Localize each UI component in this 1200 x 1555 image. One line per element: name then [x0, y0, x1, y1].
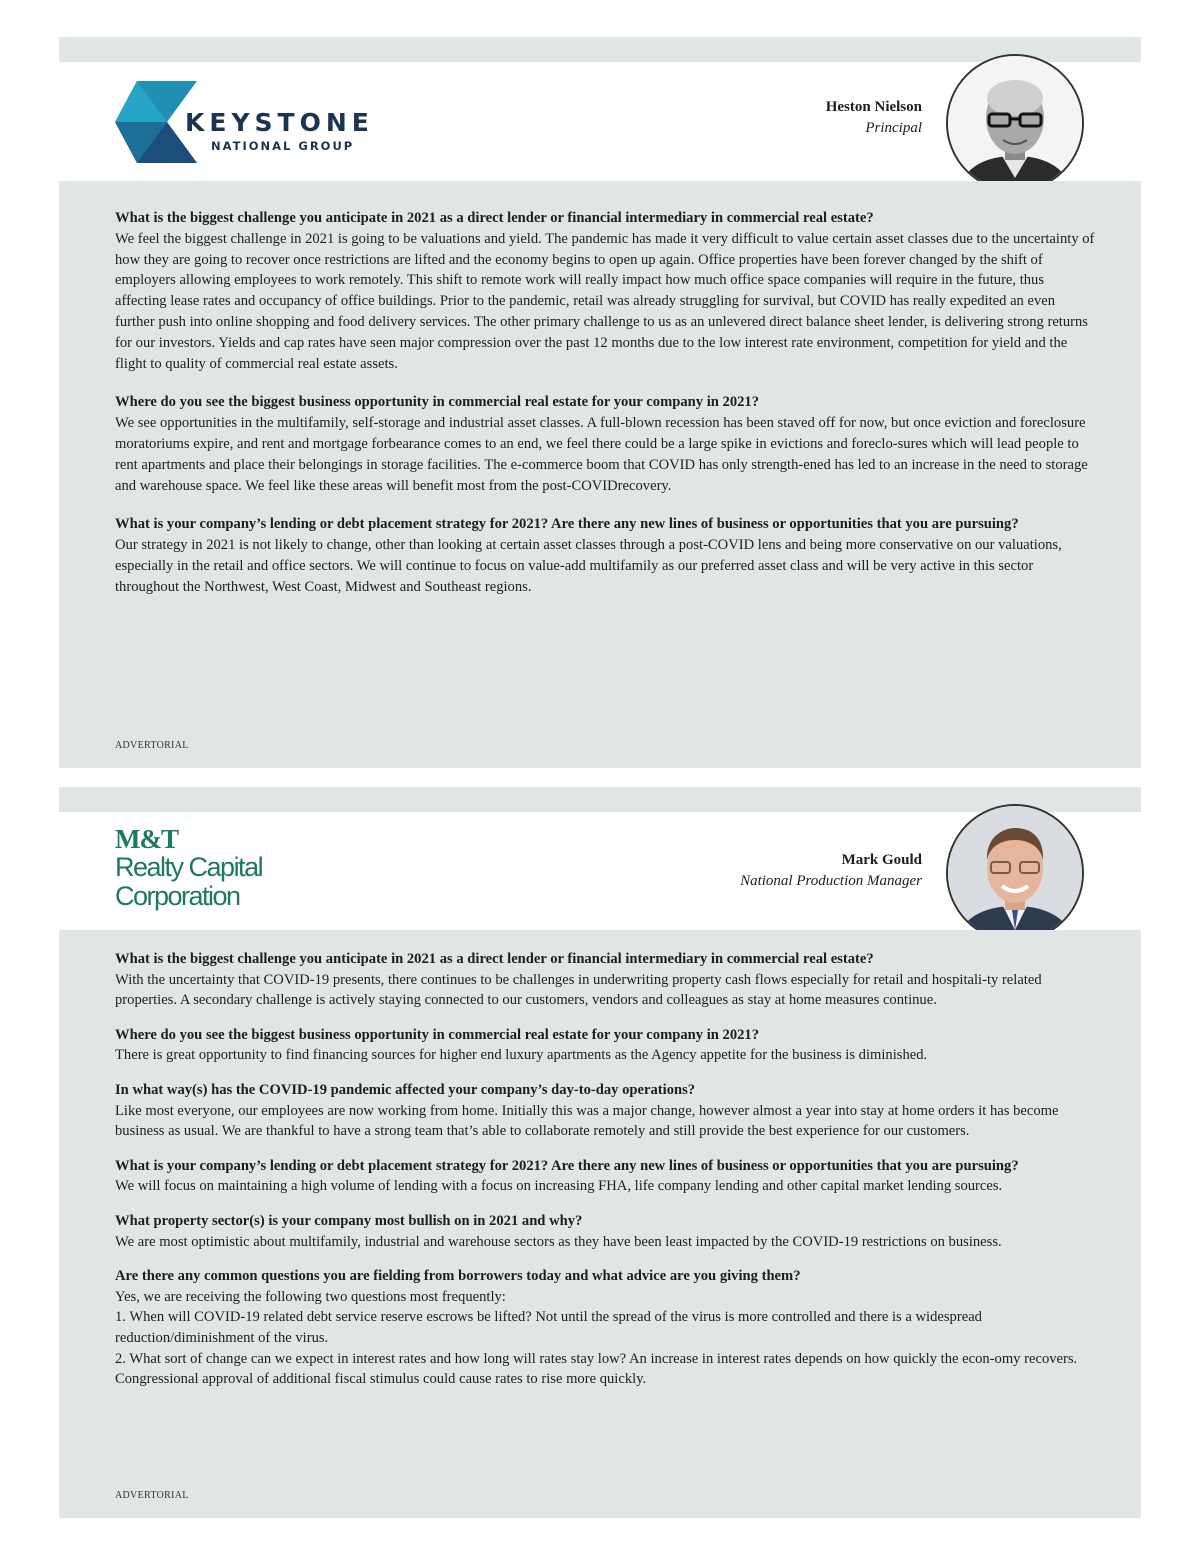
qa-item	[115, 1211, 1095, 1252]
question: What property sector(s) is your company most bullish on in 2021 and why?	[115, 1212, 583, 1229]
answer: We see opportunities in the multifamily, self-storage and industrial asset classes. A full-blown recession has been staved off for now, but once eviction and foreclosure moratoriums expire, and rent and mortgage forbearance comes to an end, we feel there could be a large spike in evictions and foreclo-sures which will lead people to rent apartments and place their belongings in storage facilities. The e-commerce boom that COVID has only strength-ened has led to an increase in the need to storage and warehouse space. We feel like these areas will benefit most from the post-COVIDrecovery.	[115, 415, 1088, 494]
qa-item	[115, 1156, 1095, 1197]
mt-logo	[115, 825, 345, 915]
answer: We feel the biggest challenge in 2021 is going to be valuations and yield. The pandemic has made it very difficult to value certain asset classes due to the uncertainty of how they are going to recover once restrictions are lifted and the economy begins to open up again. Office properties have been forever changed by the shift of employers allowing employees to work remotely. This shift to remote work will really impact how much office space companies will require in the future, thus affecting lease rates and occupancy of office buildings. Prior to the pandemic, retail was already struggling for survival, but COVID has really expedited an even further push into online shopping and food delivery services. The other primary challenge to us as an unlevered direct balance sheet lender, is delivering strong returns for our investors. Yields and cap rates have seen major compression over the past 12 months due to the low interest rate environment, competition for yield and the flight to quality of commercial real estate assets.	[115, 230, 1095, 372]
question: What is the biggest challenge you anticipate in 2021 as a direct lender or financial intermediary in commercial real estate?	[115, 951, 874, 967]
question: In what way(s) has the COVID-19 pandemic affected your company’s day-to-day operations?	[115, 1081, 696, 1098]
mt-logo-line2: Realty Capital	[115, 852, 263, 882]
question: Where do you see the biggest business opportunity in commercial real estate for your company in 2021?	[115, 1026, 760, 1043]
advertorial-label: ADVERTORIAL	[115, 1490, 189, 1501]
person-title: Principal	[865, 120, 922, 136]
panel-top-strip	[59, 37, 1141, 62]
qa-list	[115, 208, 1095, 616]
keystone-subtitle: NATIONAL GROUP	[211, 139, 355, 153]
person-name: Heston Nielson	[825, 99, 922, 115]
advertorial-label: ADVERTORIAL	[115, 740, 189, 751]
panel-body	[59, 930, 1141, 1518]
answer: We will focus on maintaining a high volume of lending with a focus on increasing FHA, life company lending and other capital market lending sources.	[115, 1178, 1003, 1195]
panel-body	[59, 181, 1141, 768]
answer: We are most optimistic about multifamily, industrial and warehouse sectors as they have been least impacted by the COVID-19 restrictions on business.	[115, 1233, 1002, 1250]
person-title: National Production Manager	[740, 873, 922, 889]
question: What is the biggest challenge you anticipate in 2021 as a direct lender or financial intermediary in commercial real estate?	[115, 210, 874, 226]
qa-item	[115, 208, 1095, 374]
panel-top-strip	[59, 787, 1141, 812]
answer: Yes, we are receiving the following two questions most frequently: 1. When will COVID-19 related debt service reserve escrows be lifted? Not until the spread of the virus is more controlled and there is a widespread reduction/diminishment of the virus. 2. What sort of change can we expect in interest rates and how long will rates stay low? An increase in interest rates depends on how quickly the econ-omy recovers. Congressional approval of additional fiscal stimulus could cause rates to rise more quickly.	[115, 1288, 1078, 1388]
question: Are there any common questions you are fielding from borrowers today and what advice are you giving them?	[115, 1268, 801, 1285]
person-name: Mark Gould	[841, 852, 922, 868]
keystone-wordmark: KEYSTONE	[185, 108, 374, 137]
qa-item	[115, 1080, 1095, 1142]
qa-list	[115, 949, 1095, 1390]
qa-item	[115, 1266, 1095, 1390]
question: What is your company’s lending or debt placement strategy for 2021? Are there any new lines of business or opportunities that you are pursuing?	[115, 1157, 1019, 1174]
keystone-panel	[59, 37, 1141, 768]
question: Where do you see the biggest business opportunity in commercial real estate for your company in 2021?	[115, 394, 760, 411]
keystone-logo	[115, 81, 385, 165]
qa-item	[115, 514, 1095, 597]
mt-panel	[59, 787, 1141, 1518]
answer: Like most everyone, our employees are now working from home. Initially this was a major change, however almost a year into stay at home orders it has become business as usual. We are thankful to have a strong team that’s able to collaborate remotely and still provide the best experience for our customers.	[115, 1102, 1059, 1140]
qa-item	[115, 949, 1095, 1011]
question: What is your company’s lending or debt placement strategy for 2021? Are there any new lines of business or opportunities that you are pursuing?	[115, 516, 1019, 533]
portrait-icon	[948, 56, 1082, 190]
qa-item	[115, 1025, 1095, 1066]
person-photo	[946, 804, 1084, 942]
answer: With the uncertainty that COVID-19 presents, there continues to be challenges in underwriting property cash flows especially for retail and hospitali-ty related properties. A secondary challenge is actively staying connected to our customers, vendors and colleagues as stay at home measures continue.	[115, 971, 1042, 1009]
answer: Our strategy in 2021 is not likely to change, other than looking at certain asset classes through a post-COVID lens and being more conservative on our valuations, especially in the retail and office sectors. We will continue to focus on value-add multifamily as our preferred asset class and will be very active in this sector throughout the Northwest, West Coast, Midwest and Southeast regions.	[115, 537, 1062, 595]
portrait-icon	[948, 806, 1082, 940]
answer: There is great opportunity to find financing sources for higher end luxury apartments as the Agency appetite for the business is diminished.	[115, 1047, 928, 1064]
mt-logo-line3: Corporation	[115, 881, 240, 911]
person-info	[826, 97, 922, 139]
qa-item	[115, 392, 1095, 496]
mt-logo-line1: M&T	[115, 824, 178, 854]
person-info	[740, 850, 922, 892]
person-photo	[946, 54, 1084, 192]
